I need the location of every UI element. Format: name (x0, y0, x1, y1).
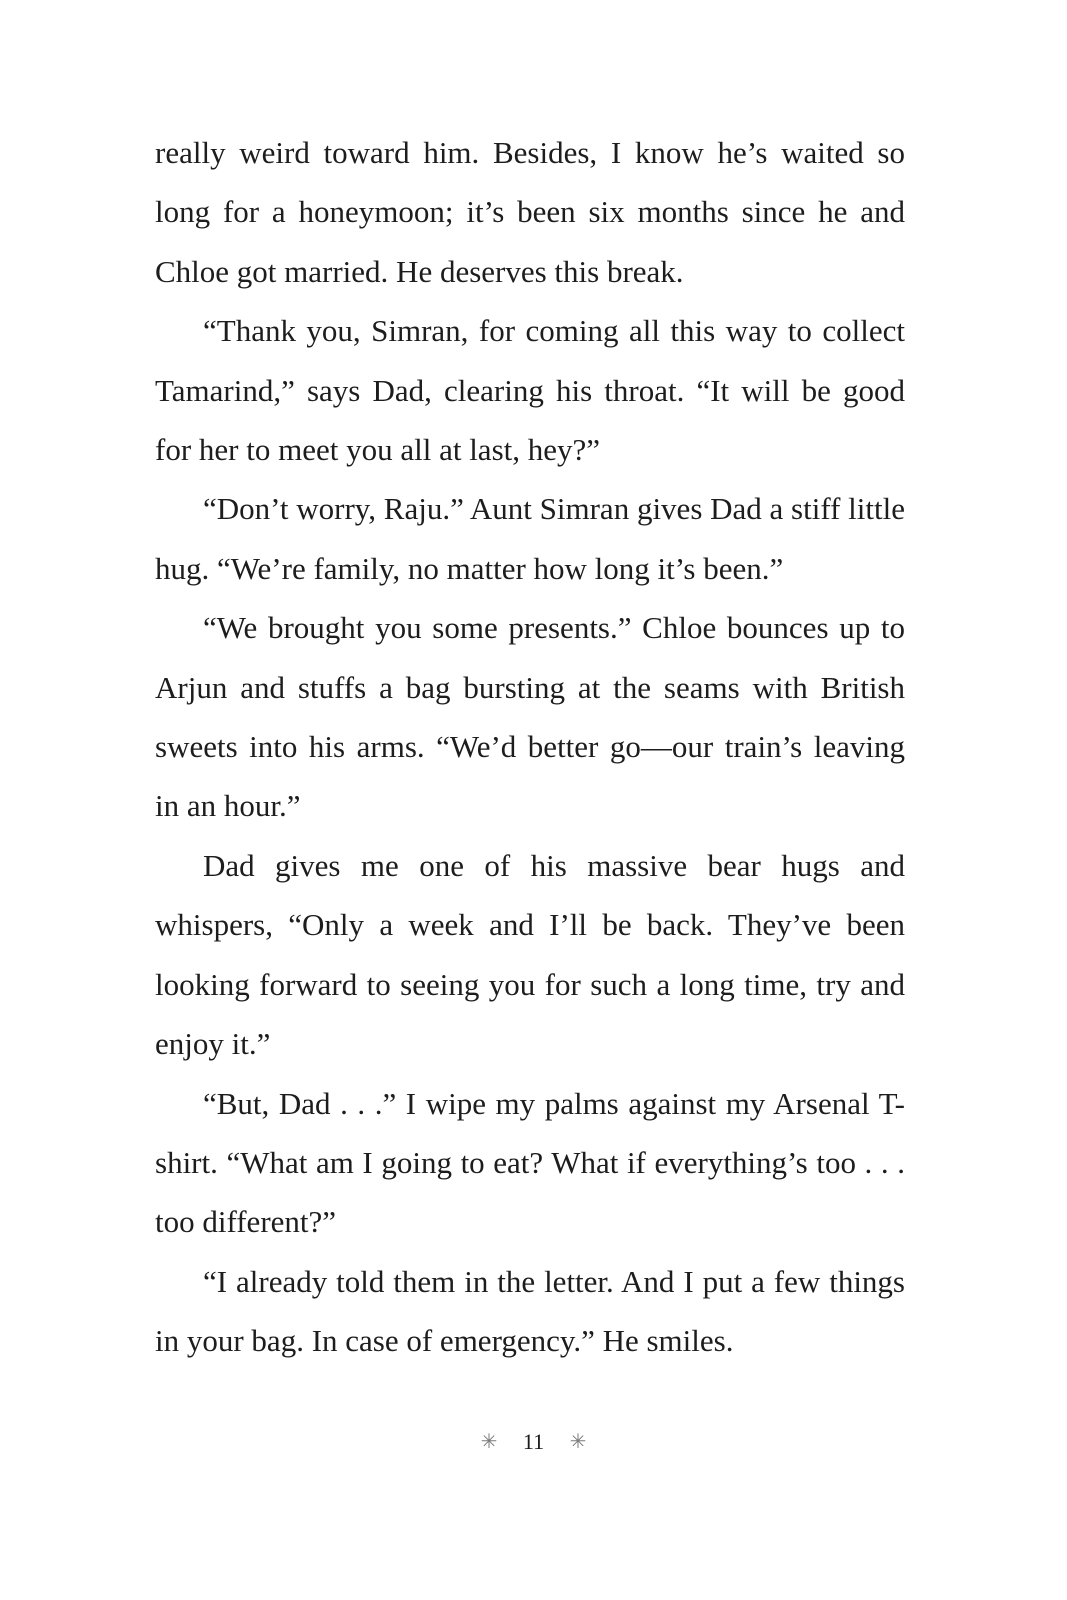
asterisk-ornament-icon: ✳ (480, 1430, 498, 1453)
paragraph-1: really weird toward him. Besides, I know he’s waited so long for a honeymoon; it’s been six months since he and Chloe got married. He deserves this break. (155, 135, 905, 289)
page-footer (0, 1425, 1067, 1457)
body-text (155, 123, 905, 1371)
paragraph-5: Dad gives me one of his massive bear hugs and whispers, “Only a week and I’ll be back. They’ve been looking forward to seeing you for such a long time, try and enjoy it.” (155, 847, 905, 1062)
asterisk-ornament-icon: ✳ (569, 1430, 587, 1453)
paragraph-2: “Thank you, Simran, for coming all this way to collect Tamarind,” says Dad, clearing his throat. “It will be good for her to meet you all at last, hey?” (155, 313, 905, 468)
paragraph-3: “Don’t worry, Raju.” Aunt Simran gives Dad a stiff little hug. “We’re family, no matter how long it’s been.” (155, 491, 905, 586)
page-number: 11 (522, 1428, 545, 1454)
paragraph-6: “But, Dad . . .” I wipe my palms against my Arsenal T-shirt. “What am I going to eat? What if everything’s too . . . too different?” (155, 1085, 905, 1240)
paragraph-7: “I already told them in the letter. And I put a few things in your bag. In case of emergency.” He smiles. (155, 1263, 905, 1359)
paragraph-4: “We brought you some presents.” Chloe bounces up to Arjun and stuffs a bag bursting at the seams with British sweets into his arms. “We’d better go—our train’s leaving in an hour.” (155, 610, 905, 824)
